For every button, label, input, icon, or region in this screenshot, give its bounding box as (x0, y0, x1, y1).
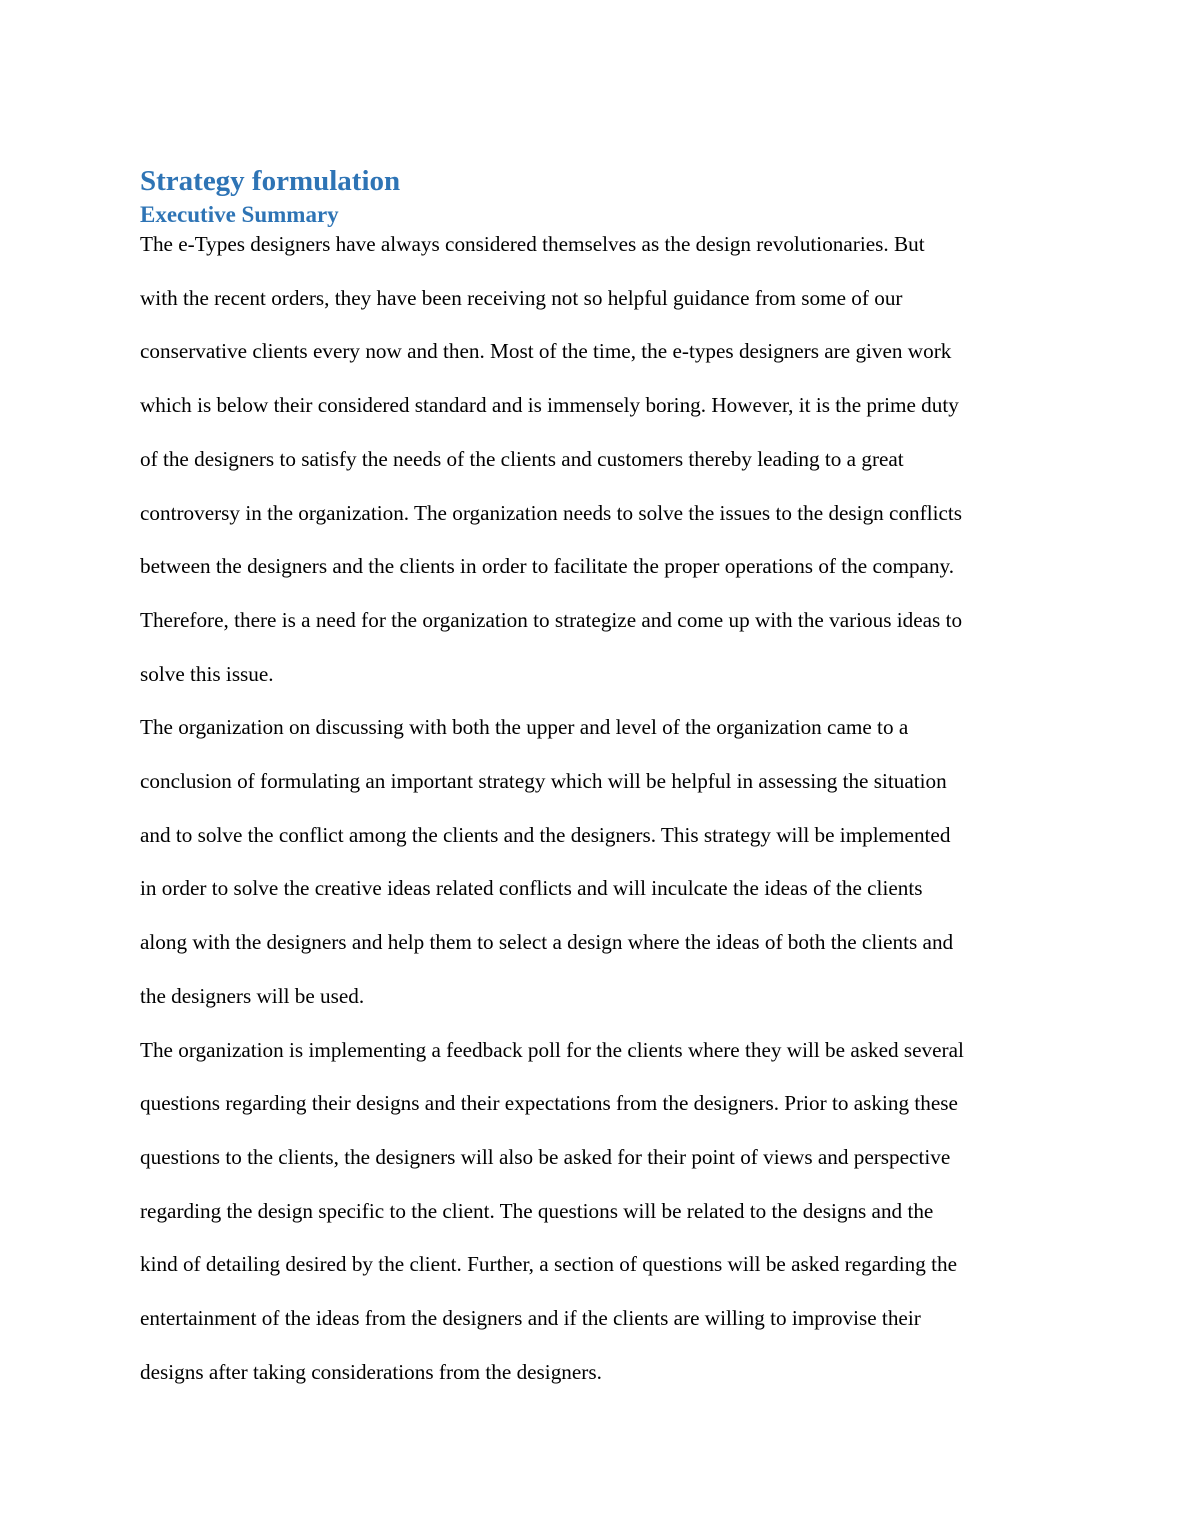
paragraph-line: in order to solve the creative ideas related conflicts and will inculcate the ideas of the clients (140, 876, 923, 901)
document-title: Strategy formulation (140, 165, 401, 197)
paragraph-3 (140, 1024, 1052, 1400)
paragraph-line: entertainment of the ideas from the designers and if the clients are willing to improvise their (140, 1306, 921, 1331)
paragraph-line: questions regarding their designs and their expectations from the designers. Prior to asking these (140, 1091, 958, 1116)
paragraph-line: conservative clients every now and then. Most of the time, the e-types designers are given work (140, 339, 952, 364)
paragraph-line: questions to the clients, the designers will also be asked for their point of views and perspective (140, 1144, 951, 1169)
paragraph-line: Therefore, there is a need for the organization to strategize and come up with the various ideas to (140, 607, 963, 632)
section-heading-executive-summary: Executive Summary (140, 202, 339, 227)
paragraph-line: between the designers and the clients in order to facilitate the proper operations of the company. (140, 554, 955, 579)
paragraph-line: controversy in the organization. The organization needs to solve the issues to the design conflicts (140, 500, 963, 525)
paragraph-line: which is below their considered standard and is immensely boring. However, it is the prime duty (140, 393, 959, 418)
paragraph-2 (140, 701, 1052, 1023)
paragraph-line: regarding the design specific to the client. The questions will be related to the designs and the (140, 1198, 934, 1223)
paragraph-line: conclusion of formulating an important strategy which will be helpful in assessing the situation (140, 769, 947, 794)
document-content (140, 162, 1052, 1399)
paragraph-line: and to solve the conflict among the clients and the designers. This strategy will be implemented (140, 822, 951, 847)
paragraph-line: designs after taking considerations from the designers. (140, 1359, 602, 1384)
paragraph-line: The e-Types designers have always considered themselves as the design revolutionaries. But (140, 232, 925, 256)
paragraph-1 (140, 218, 1052, 701)
paragraph-line: kind of detailing desired by the client. Further, a section of questions will be asked regarding the (140, 1252, 958, 1277)
paragraph-line: solve this issue. (140, 661, 274, 686)
paragraph-line: the designers will be used. (140, 983, 365, 1008)
paragraph-line: of the designers to satisfy the needs of the clients and customers thereby leading to a great (140, 446, 904, 471)
paragraph-line: The organization is implementing a feedback poll for the clients where they will be asked several (140, 1037, 964, 1062)
paragraph-line: along with the designers and help them to select a design where the ideas of both the clients and (140, 930, 954, 955)
paragraph-line: with the recent orders, they have been receiving not so helpful guidance from some of our (140, 285, 903, 310)
paragraph-line: The organization on discussing with both the upper and level of the organization came to a (140, 715, 909, 740)
